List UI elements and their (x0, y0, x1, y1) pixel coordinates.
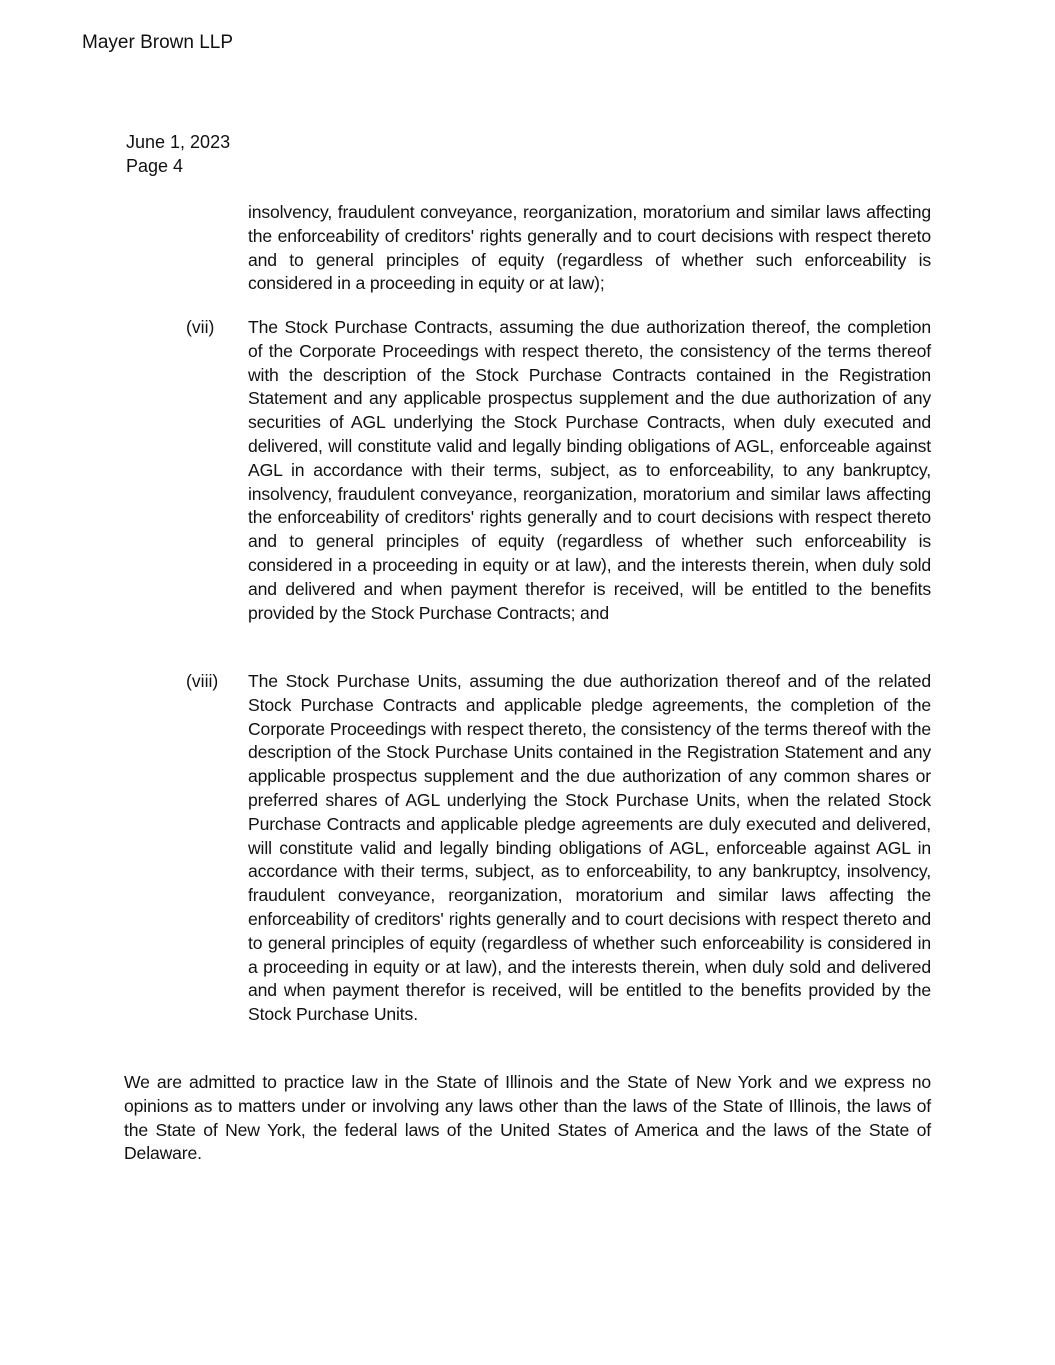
continuation-paragraph: insolvency, fraudulent conveyance, reorganization, moratorium and similar laws affecting the enforceability of creditors' rights generally and to court decisions with respect thereto and to general principles of equity (regardless of whether such enforceability is considered in a proceeding in equity or at law); (248, 202, 931, 294)
page-number: Page 4 (126, 156, 184, 176)
list-item-vii (186, 316, 931, 625)
item-number: (vii) (186, 317, 215, 337)
letter-header (126, 130, 230, 178)
letter-date: June 1, 2023 (126, 132, 231, 152)
item-text: The Stock Purchase Units, assuming the due authorization thereof and of the related Stock Purchase Contracts and applicable pledge agreements, the completion of the Corporate Proceedings with respect thereto, the consistency of the terms thereof with the description of the Stock Purchase Units contained in the Registration Statement and any applicable prospectus supplement and the due authorization of any common shares or preferred shares of AGL underlying the Stock Purchase Units, when the related Stock Purchase Contracts and applicable pledge agreements are duly executed and delivered, will constitute valid and legally binding obligations of AGL, enforceable against AGL in accordance with their terms, subject, as to enforceability, to any bankruptcy, insolvency, fraudulent conveyance, reorganization, moratorium and similar laws affecting the enforceability of creditors' rights generally and to court decisions with respect thereto and to general principles of equity (regardless of whether such enforceability is considered in a proceeding in equity or at law), and the interests therein, when duly sold and delivered and when payment therefor is received, will be entitled to the benefits provided by the Stock Purchase Units. (248, 671, 931, 1025)
item-text: The Stock Purchase Contracts, assuming the due authorization thereof, the completion of the Corporate Proceedings with respect thereto, the consistency of the terms thereof with the description of the Stock Purchase Contracts contained in the Registration Statement and any applicable prospectus supplement and the due authorization of any securities of AGL underlying the Stock Purchase Contracts, when duly executed and delivered, will constitute valid and legally binding obligations of AGL, enforceable against AGL in accordance with their terms, subject, as to enforceability, to any bankruptcy, insolvency, fraudulent conveyance, reorganization, moratorium and similar laws affecting the enforceability of creditors' rights generally and to court decisions with respect thereto and to general principles of equity (regardless of whether such enforceability is considered in a proceeding in equity or at law), and the interests therein, when duly sold and delivered and when payment therefor is received, will be entitled to the benefits provided by the Stock Purchase Contracts; and (248, 317, 931, 623)
list-item-viii (186, 670, 931, 1027)
item-number: (viii) (186, 671, 219, 691)
firm-name: Mayer Brown LLP (82, 32, 234, 53)
closing-paragraph: We are admitted to practice law in the State of Illinois and the State of New York and we express no opinions as to matters under or involving any laws other than the laws of the State of Illinois, the laws of the State of New York, the federal laws of the United States of America and the laws of the State of Delaware. (124, 1072, 931, 1164)
